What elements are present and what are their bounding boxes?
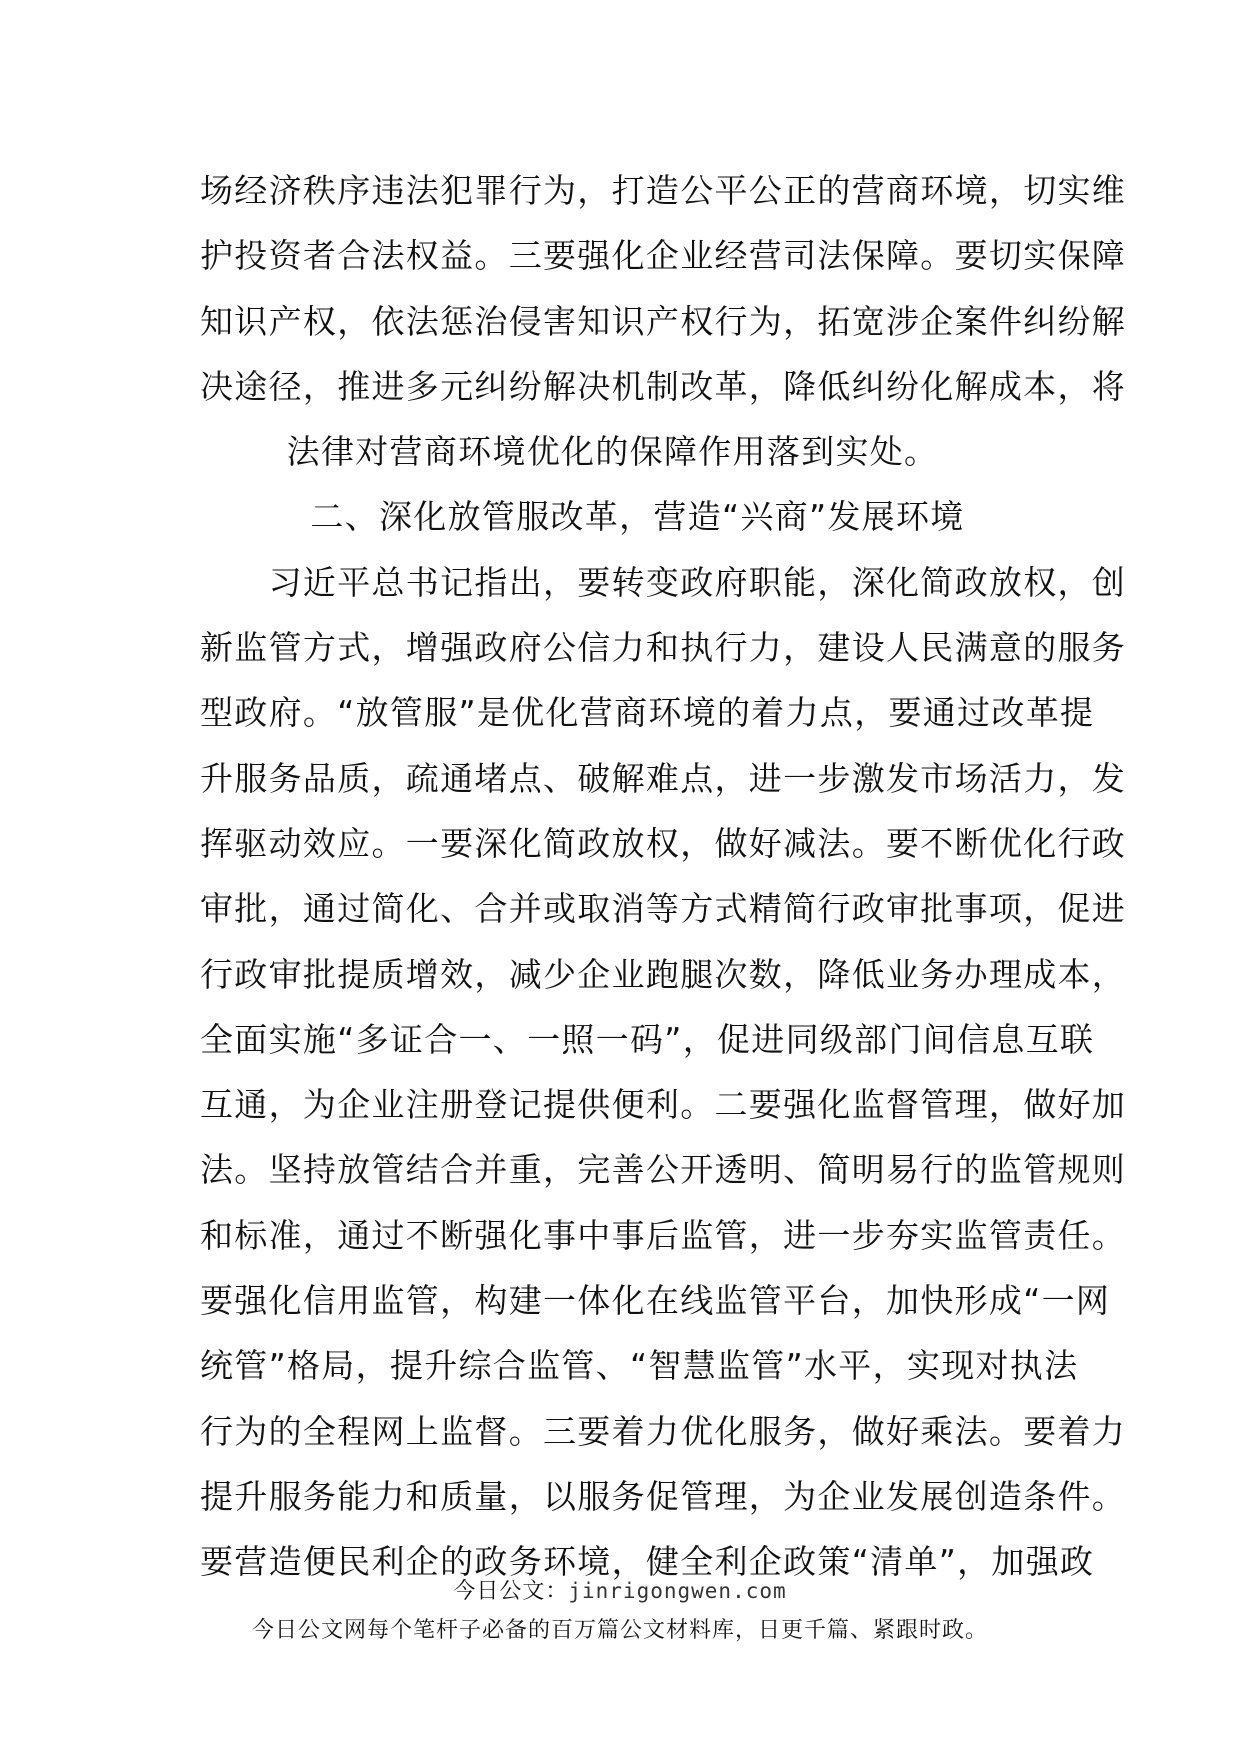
- footer-url-link[interactable]: jinrigongwen.com: [568, 1579, 787, 1603]
- body-line: 和标准，通过不断强化事中事后监管，进一步夯实监管责任。: [200, 1215, 1127, 1255]
- body-line: 型政府。“放管服”是优化营商环境的着力点，要通过改革提: [200, 693, 1095, 733]
- footer-label: 今日公文：: [453, 1579, 569, 1604]
- body-line: 习近平总书记指出，要转变政府职能，深化简政放权，创: [200, 562, 1127, 602]
- body-line: 场经济秩序违法犯罪行为，打造公平公正的营商环境，切实维: [200, 171, 1127, 210]
- body-line: 法律对营商环境优化的保障作用落到实处。: [286, 432, 939, 472]
- section-heading: 二、深化放管服改革，营造“兴商”发展环境: [310, 497, 965, 537]
- body-line: 要强化信用监管，构建一体化在线监管平台，加快形成“一网: [200, 1281, 1111, 1321]
- document-body: [200, 158, 1127, 1595]
- body-line: 法。坚持放管结合并重，完善公开透明、简明易行的监管规则: [200, 1150, 1127, 1190]
- body-line: 护投资者合法权益。三要强化企业经营司法保障。要切实保障: [200, 236, 1127, 276]
- footer-source: [0, 1576, 1240, 1607]
- body-line: 行政审批提质增效，减少企业跑腿次数，降低业务办理成本，: [200, 954, 1127, 994]
- body-line: 互通，为企业注册登记提供便利。二要强化监督管理，做好加: [200, 1085, 1127, 1125]
- body-line: 全面实施“多证合一、一照一码”，促进同级部门间信息互联: [200, 1019, 1095, 1059]
- body-line: 知识产权，依法惩治侵害知识产权行为，拓宽涉企案件纠纷解: [200, 301, 1127, 341]
- body-line: 升服务品质，疏通堵点、破解难点，进一步激发市场活力，发: [200, 758, 1127, 798]
- body-line: 审批，通过简化、合并或取消等方式精简行政审批事项，促进: [200, 889, 1127, 929]
- body-line: 统管”格局，提升综合监管、“智慧监管”水平，实现对执法: [200, 1346, 1079, 1386]
- body-line: 行为的全程网上监督。三要着力优化服务，做好乘法。要着力: [200, 1411, 1127, 1451]
- body-line: 要营造便民利企的政务环境，健全利企政策“清单”，加强政: [200, 1542, 1095, 1582]
- body-line: 新监管方式，增强政府公信力和执行力，建设人民满意的服务: [200, 628, 1127, 668]
- body-line: 提升服务能力和质量，以服务促管理，为企业发展创造条件。: [200, 1476, 1127, 1516]
- body-line: 挥驱动效应。一要深化简政放权，做好减法。要不断优化行政: [200, 823, 1127, 863]
- footer-tagline: 今日公文网每个笔杆子必备的百万篇公文材料库，日更千篇、紧跟时政。: [251, 1618, 988, 1643]
- body-line: 决途径，推进多元纠纷解决机制改革，降低纠纷化解成本，将: [200, 366, 1127, 406]
